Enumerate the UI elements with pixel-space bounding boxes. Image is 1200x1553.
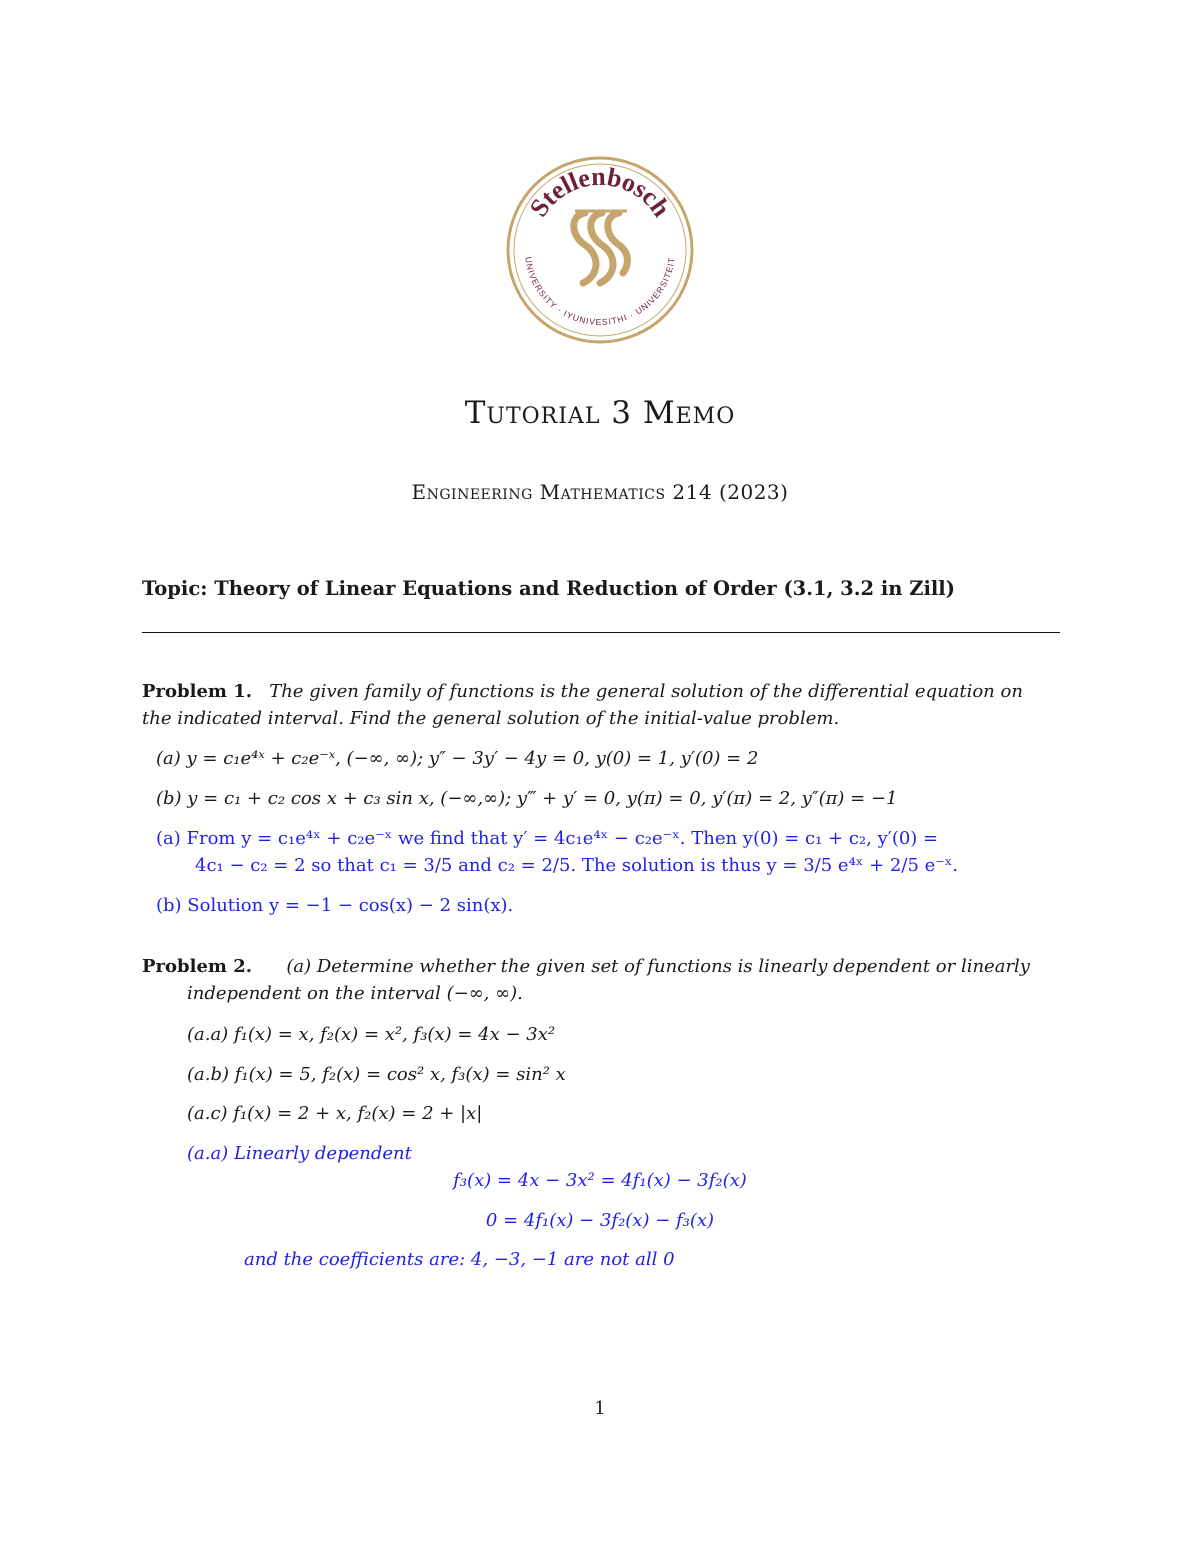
problem2-heading: Problem 2.	[142, 956, 253, 977]
problem1-part-b: (b) y = c₁ + c₂ cos x + c₃ sin x, (−∞,∞); y‴ + y′ = 0, y(π) = 0, y′(π) = 2, y″(π) = −1	[156, 788, 898, 809]
problem1-heading: Problem 1.	[142, 681, 253, 702]
problem1-answer-a-line1: (a) From y = c₁e⁴ˣ + c₂e⁻ˣ we find that y′ = 4c₁e⁴ˣ − c₂e⁻ˣ. Then y(0) = c₁ + c₂, y′(0) =	[156, 828, 939, 849]
problem2-ac: (a.c) f₁(x) = 2 + x, f₂(x) = 2 + |x|	[187, 1103, 483, 1124]
problem1-answer-b: (b) Solution y = −1 − cos(x) − 2 sin(x).	[156, 895, 514, 916]
page-title: Tutorial 3 Memo	[464, 395, 736, 431]
problem1-statement-line1: Problem 1. The given family of functions is the general solution of the differential equation on	[142, 681, 1023, 702]
problem1-statement-line2: the indicated interval. Find the general solution of the initial-value problem.	[142, 708, 840, 729]
horizontal-rule	[142, 632, 1060, 633]
topic-reference: (3.1, 3.2 in Zill)	[783, 577, 955, 600]
stellenbosch-university-logo	[505, 155, 695, 345]
problem1-part-a: (a) y = c₁e⁴ˣ + c₂e⁻ˣ, (−∞, ∞); y″ − 3y′ − 4y = 0, y(0) = 1, y′(0) = 2	[156, 748, 759, 769]
svg-text:UNIVERSITY · IYUNIVESITHI · UN: UNIVERSITY · IYUNIVESITHI · UNIVERSITEIT	[523, 256, 677, 328]
problem2-part-a-line2: independent on the interval (−∞, ∞).	[187, 983, 523, 1004]
topic-line	[142, 577, 1062, 600]
svg-text:Stellenbosch: Stellenbosch	[523, 161, 677, 222]
course-subtitle: Engineering Mathematics 214 (2023)	[411, 480, 789, 504]
problem1-answer-a-line2: 4c₁ − c₂ = 2 so that c₁ = 3/5 and c₂ = 2/5. The solution is thus y = 3/5 e⁴ˣ + 2/5 e⁻ˣ.	[195, 855, 959, 876]
problem2-answer-aa-label: (a.a) Linearly dependent	[187, 1143, 412, 1164]
page-number: 1	[594, 1398, 606, 1419]
problem2-part-a-line1: Problem 2. (a) Determine whether the given set of functions is linearly dependent or linearly	[142, 956, 1030, 977]
problem2-equation1: f₃(x) = 4x − 3x² = 4f₁(x) − 3f₂(x)	[453, 1170, 747, 1191]
problem2-ab: (a.b) f₁(x) = 5, f₂(x) = cos² x, f₃(x) = sin² x	[187, 1064, 566, 1085]
problem2-conclusion: and the coefficients are: 4, −3, −1 are not all 0	[244, 1249, 675, 1270]
topic-text: Theory of Linear Equations and Reduction of Order	[214, 577, 777, 600]
problem2-aa: (a.a) f₁(x) = x, f₂(x) = x², f₃(x) = 4x − 3x²	[187, 1024, 556, 1045]
problem2-equation2: 0 = 4f₁(x) − 3f₂(x) − f₃(x)	[485, 1210, 715, 1231]
topic-label: Topic:	[142, 577, 208, 600]
